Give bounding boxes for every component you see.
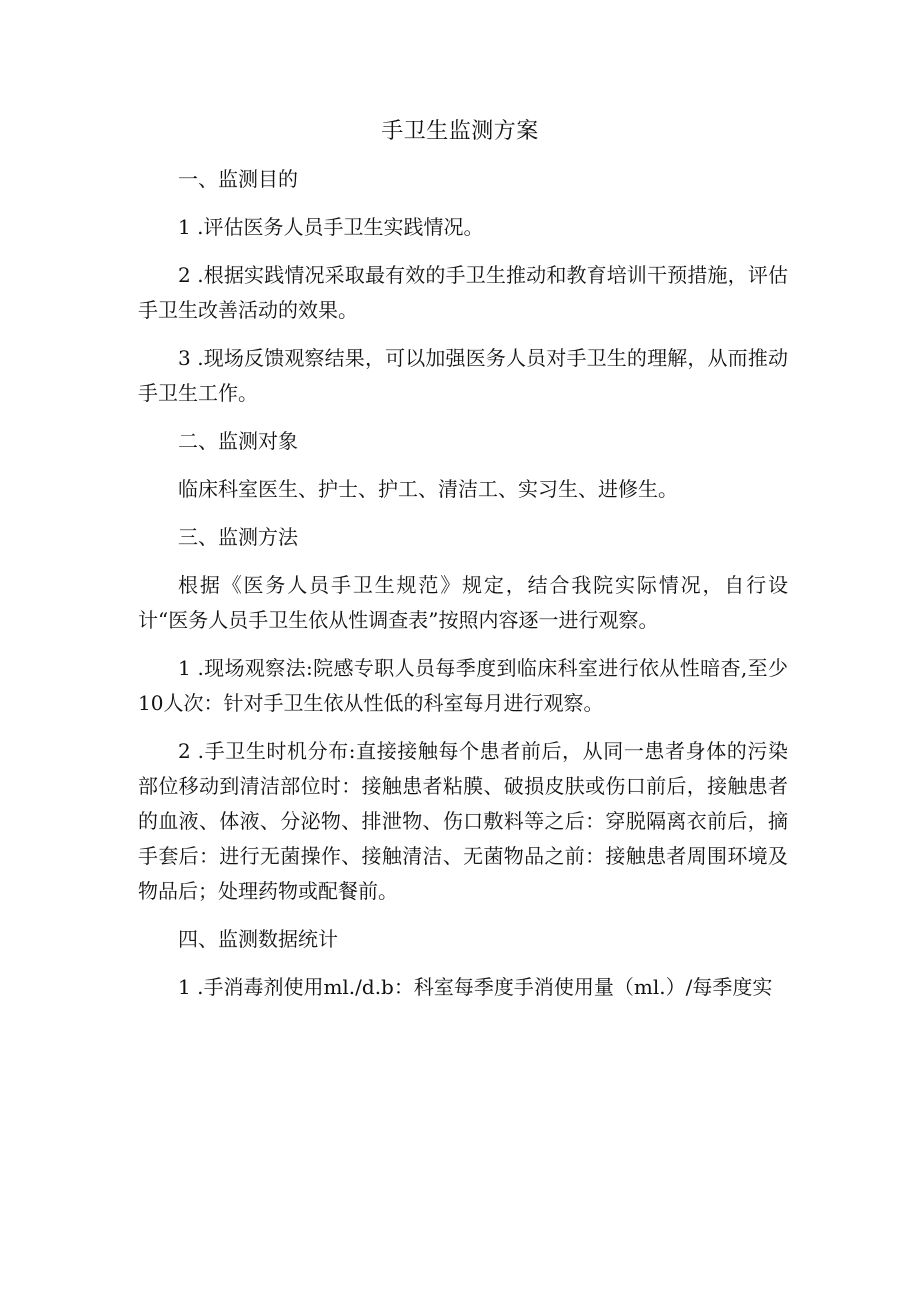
document-title: 手卫生监测方案 xyxy=(381,119,539,144)
statistics-item-1: 1 .手消毒剂使用ml./d.b：科室每季度手消使用量（ml.）/每季度实 xyxy=(178,975,773,999)
methods-item-2: 2 .手卫生时机分布:直接接触每个患者前后，从同一患者身体的污染部位移动到清洁部位时：接触患者粘膜、破损皮肤或伤口前后，接触患者的血液、体液、分泌物、排泄物、伤口敷料等之后：穿脱隔离衣前后，摘手套后：进行无菌操作、接触清洁、无菌物品之前：接触患者周围环境及物品后；处理药物或配餐前。 xyxy=(138,739,788,903)
section-heading-subjects: 二、监测对象 xyxy=(178,429,298,453)
subjects-text: 临床科室医生、护士、护工、清洁工、实习生、进修生。 xyxy=(178,477,678,501)
document-body xyxy=(138,162,788,1018)
purpose-item-2: 2 .根据实践情况采取最有效的手卫生推动和教育培训干预措施，评估手卫生改善活动的效果。 xyxy=(138,263,788,322)
section-heading-purpose: 一、监测目的 xyxy=(178,167,298,191)
purpose-item-3: 3 .现场反馈观察结果，可以加强医务人员对手卫生的理解，从而推动手卫生工作。 xyxy=(138,346,788,405)
section-heading-statistics: 四、监测数据统计 xyxy=(178,927,338,951)
purpose-item-1: 1 .评估医务人员手卫生实践情况。 xyxy=(178,215,484,239)
methods-item-1: 1 .现场观察法:院感专职人员每季度到临床科室进行依从性暗杳,至少10人次：针对手卫生依从性低的科室每月进行观察。 xyxy=(138,656,788,715)
section-heading-methods: 三、监测方法 xyxy=(178,525,298,549)
methods-intro-text: 根据《医务人员手卫生规范》规定，结合我院实际情况，自行设计“医务人员手卫生依从性调查表”按照内容逐一进行观察。 xyxy=(138,573,788,632)
